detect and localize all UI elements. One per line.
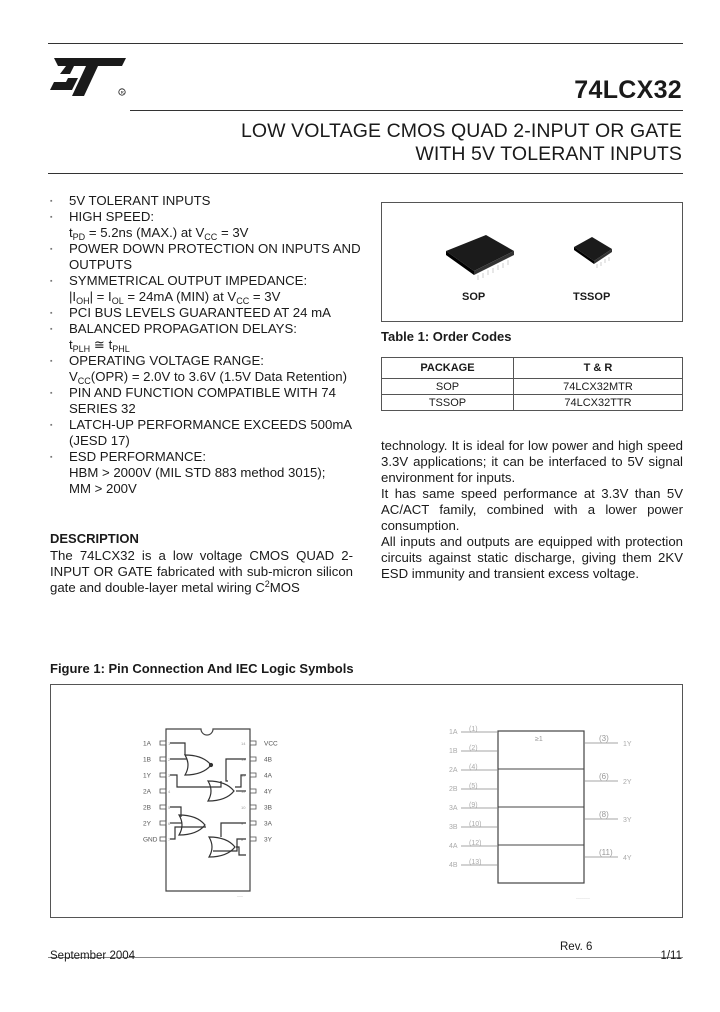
svg-text:R: R	[120, 89, 124, 95]
pin-number-right: 14	[241, 741, 246, 746]
title-bottom-rule	[48, 173, 683, 174]
pin-label-right: 4B	[264, 756, 272, 764]
dip-package	[166, 729, 250, 891]
iec-ref-code: ·······	[576, 896, 590, 902]
pin-stub	[160, 821, 166, 825]
column-header: T & R	[513, 358, 682, 379]
table-cell: 74LCX32MTR	[513, 379, 682, 395]
pin-number-left: 4	[168, 789, 171, 794]
iec-logic-symbol	[498, 731, 584, 883]
iec-input-pin: (12)	[469, 840, 482, 847]
table-row	[382, 395, 683, 411]
pin-label-left: 1Y	[143, 772, 151, 780]
feature-detail: $|I_{OH}| = I_{OL} = 24mA$ (MIN) at $V_{CC} = 3V$	[69, 289, 281, 306]
pin-stub	[160, 805, 166, 809]
pin-label-right: VCC	[264, 740, 278, 748]
pin-number-left: 2	[168, 757, 171, 762]
iec-input-pin: (4)	[469, 764, 478, 771]
revision: Rev. 6	[560, 941, 593, 953]
iec-input-pin: (9)	[469, 802, 478, 809]
iec-output-label: 2Y	[623, 779, 632, 786]
pin-stub	[250, 773, 256, 777]
pin-stub	[250, 757, 256, 761]
pin-number-right: 11	[241, 789, 246, 794]
iec-input-pin: (13)	[469, 859, 482, 866]
pin-number-left: 6	[168, 821, 171, 826]
iec-input-label: 2B	[449, 786, 458, 793]
iec-output-pin: (11)	[599, 848, 613, 857]
iec-input-label: 1B	[449, 748, 458, 755]
pin-number-left: 1	[168, 741, 171, 746]
feature-item: ▪ PCI BUS LEVELS GUARANTEED AT 24 mA	[50, 305, 365, 321]
feature-item: ▪ LATCH-UP PERFORMANCE EXCEEDS 500mA (JESD 17)	[50, 417, 365, 449]
feature-detail: MM > 200V	[69, 481, 137, 496]
pin-number-right: 12	[241, 773, 246, 778]
title-line-2: WITH 5V TOLERANT INPUTS	[415, 143, 682, 165]
feature-item: ▪ SYMMETRICAL OUTPUT IMPEDANCE: $|I_{OH}| = I_{OL} = 24mA$ (MIN) at $V_{CC} = 3V$	[50, 273, 365, 305]
feature-item: ▪ BALANCED PROPAGATION DELAYS: $t_{PLH}$ ≅ $t_{PHL}$	[50, 321, 365, 353]
pin-label-left: 2A	[143, 788, 151, 796]
pin-stub	[160, 757, 166, 761]
diagram-ref-code: ···	[237, 894, 243, 900]
pin-label-right: 3A	[264, 820, 272, 828]
iec-output-label: 1Y	[623, 741, 632, 748]
order-codes-table	[381, 357, 683, 411]
iec-io-lines	[449, 726, 632, 869]
pin-stub	[250, 741, 256, 745]
table-cell: 74LCX32TTR	[513, 395, 682, 411]
iec-output-pin: (8)	[599, 810, 609, 819]
pin-label-right: 4A	[264, 772, 272, 780]
pin-label-right: 3Y	[264, 836, 272, 844]
feature-detail: HBM > 2000V (MIL STD 883 method 3015);	[69, 465, 326, 480]
iec-output-pin: (6)	[599, 772, 609, 781]
iec-input-pin: (5)	[469, 783, 478, 790]
pin-stub	[250, 789, 256, 793]
iec-output-pin: (3)	[599, 734, 609, 743]
pin-stub	[160, 789, 166, 793]
pin-number-left: 5	[168, 805, 171, 810]
description-text-col1: The 74LCX32 is a low voltage CMOS QUAD 2-INPUT OR GATE fabricated with sub-micron silicon gate and double-layer metal wiring $C^2MOS$	[50, 548, 353, 595]
description-heading: DESCRIPTION	[50, 531, 139, 546]
description-paragraph: technology. It is ideal for low power and high speed 3.3V applications; it can be interfaced to 5V signal environment for inputs.	[381, 438, 683, 485]
pin-label-left: 1A	[143, 740, 151, 748]
feature-detail: $V_{CC}(OPR) = 2.0V$ to 3.6V (1.5V Data Retention)	[69, 369, 347, 386]
pin-label-left: 1B	[143, 756, 151, 764]
pin-label-left: 2B	[143, 804, 151, 812]
feature-item: ▪ OPERATING VOLTAGE RANGE: $V_{CC}(OPR) = 2.0V$ to 3.6V (1.5V Data Retention)	[50, 353, 365, 385]
feature-item: ▪ PIN AND FUNCTION COMPATIBLE WITH 74 SERIES 32	[50, 385, 365, 417]
description-paragraph: It has same speed performance at 3.3V than 5V AC/ACT family, combined with a lower power consumption.	[381, 486, 683, 533]
iec-or-symbol: ≥1	[535, 736, 543, 743]
title-rule	[130, 110, 683, 111]
feature-item: ▪ ESD PERFORMANCE: HBM > 2000V (MIL STD 883 method 3015); MM > 200V	[50, 449, 365, 497]
iec-output-label: 3Y	[623, 817, 632, 824]
part-number: 74LCX32	[574, 76, 682, 104]
sop-package-image	[440, 231, 520, 283]
description-paragraph: All inputs and outputs are equipped with protection circuits against static discharge, giving them 2KV ESD immunity and transient excess voltage.	[381, 534, 683, 581]
pin-number-right: 10	[241, 805, 246, 810]
feature-item: ▪ 5V TOLERANT INPUTS	[50, 193, 365, 209]
pin-number-left: 7	[168, 837, 171, 842]
iec-input-pin: (10)	[469, 821, 482, 828]
pin-label-left: GND	[143, 836, 158, 844]
pin-stub	[250, 837, 256, 841]
iec-output-label: 4Y	[623, 855, 632, 862]
pin-label-left: 2Y	[143, 820, 151, 828]
pin-number-left: 3	[168, 773, 171, 778]
order-table-title: Table 1: Order Codes	[381, 329, 512, 344]
iec-input-label: 3A	[449, 805, 458, 812]
footer-rule	[48, 957, 683, 958]
title-line-1: LOW VOLTAGE CMOS QUAD 2-INPUT OR GATE	[240, 120, 682, 142]
pin-number-right: 8	[241, 837, 244, 842]
iec-input-label: 4A	[449, 843, 458, 850]
iec-input-label: 3B	[449, 824, 458, 831]
pin-stub	[160, 741, 166, 745]
package-figure	[381, 202, 683, 322]
pin-stub	[160, 773, 166, 777]
feature-item: ▪ HIGH SPEED: $t_{PD} = 5.2ns$ (MAX.) at $V_{CC} = 3V$	[50, 209, 365, 241]
tssop-label: TSSOP	[573, 291, 611, 303]
pin-stub	[160, 837, 166, 841]
feature-item: ▪ POWER DOWN PROTECTION ON INPUTS AND OUTPUTS	[50, 241, 365, 273]
feature-detail: $t_{PD} = 5.2ns$ (MAX.) at $V_{CC} = 3V$	[69, 225, 249, 242]
description-text-col2	[381, 438, 683, 582]
tssop-package-image	[570, 233, 620, 275]
table-cell: SOP	[382, 379, 514, 395]
table-row	[382, 379, 683, 395]
pin-stub	[250, 805, 256, 809]
pin-connection-diagram	[51, 685, 684, 919]
or-gates	[170, 743, 246, 857]
st-logo	[48, 52, 130, 100]
footer-date: September 2004	[50, 950, 136, 962]
column-header: PACKAGE	[382, 358, 514, 379]
page-number: 1/11	[660, 950, 682, 962]
feature-list	[50, 193, 365, 497]
iec-input-pin: (1)	[469, 726, 478, 733]
feature-detail: $t_{PLH}$ ≅ $t_{PHL}$	[69, 337, 130, 354]
pin-number-right: 9	[241, 821, 244, 826]
pin-stub	[250, 821, 256, 825]
pin-number-right: 13	[241, 757, 246, 762]
sop-label: SOP	[462, 291, 486, 303]
table-cell: TSSOP	[382, 395, 514, 411]
iec-input-label: 1A	[449, 729, 458, 736]
figure-title: Figure 1: Pin Connection And IEC Logic Symbols	[50, 661, 354, 676]
pin-label-right: 3B	[264, 804, 272, 812]
iec-input-pin: (2)	[469, 745, 478, 752]
table-header-row	[382, 358, 683, 379]
figure-box	[50, 684, 683, 918]
top-rule	[48, 43, 683, 44]
iec-input-label: 4B	[449, 862, 458, 869]
pin-label-right: 4Y	[264, 788, 272, 796]
iec-input-label: 2A	[449, 767, 458, 774]
